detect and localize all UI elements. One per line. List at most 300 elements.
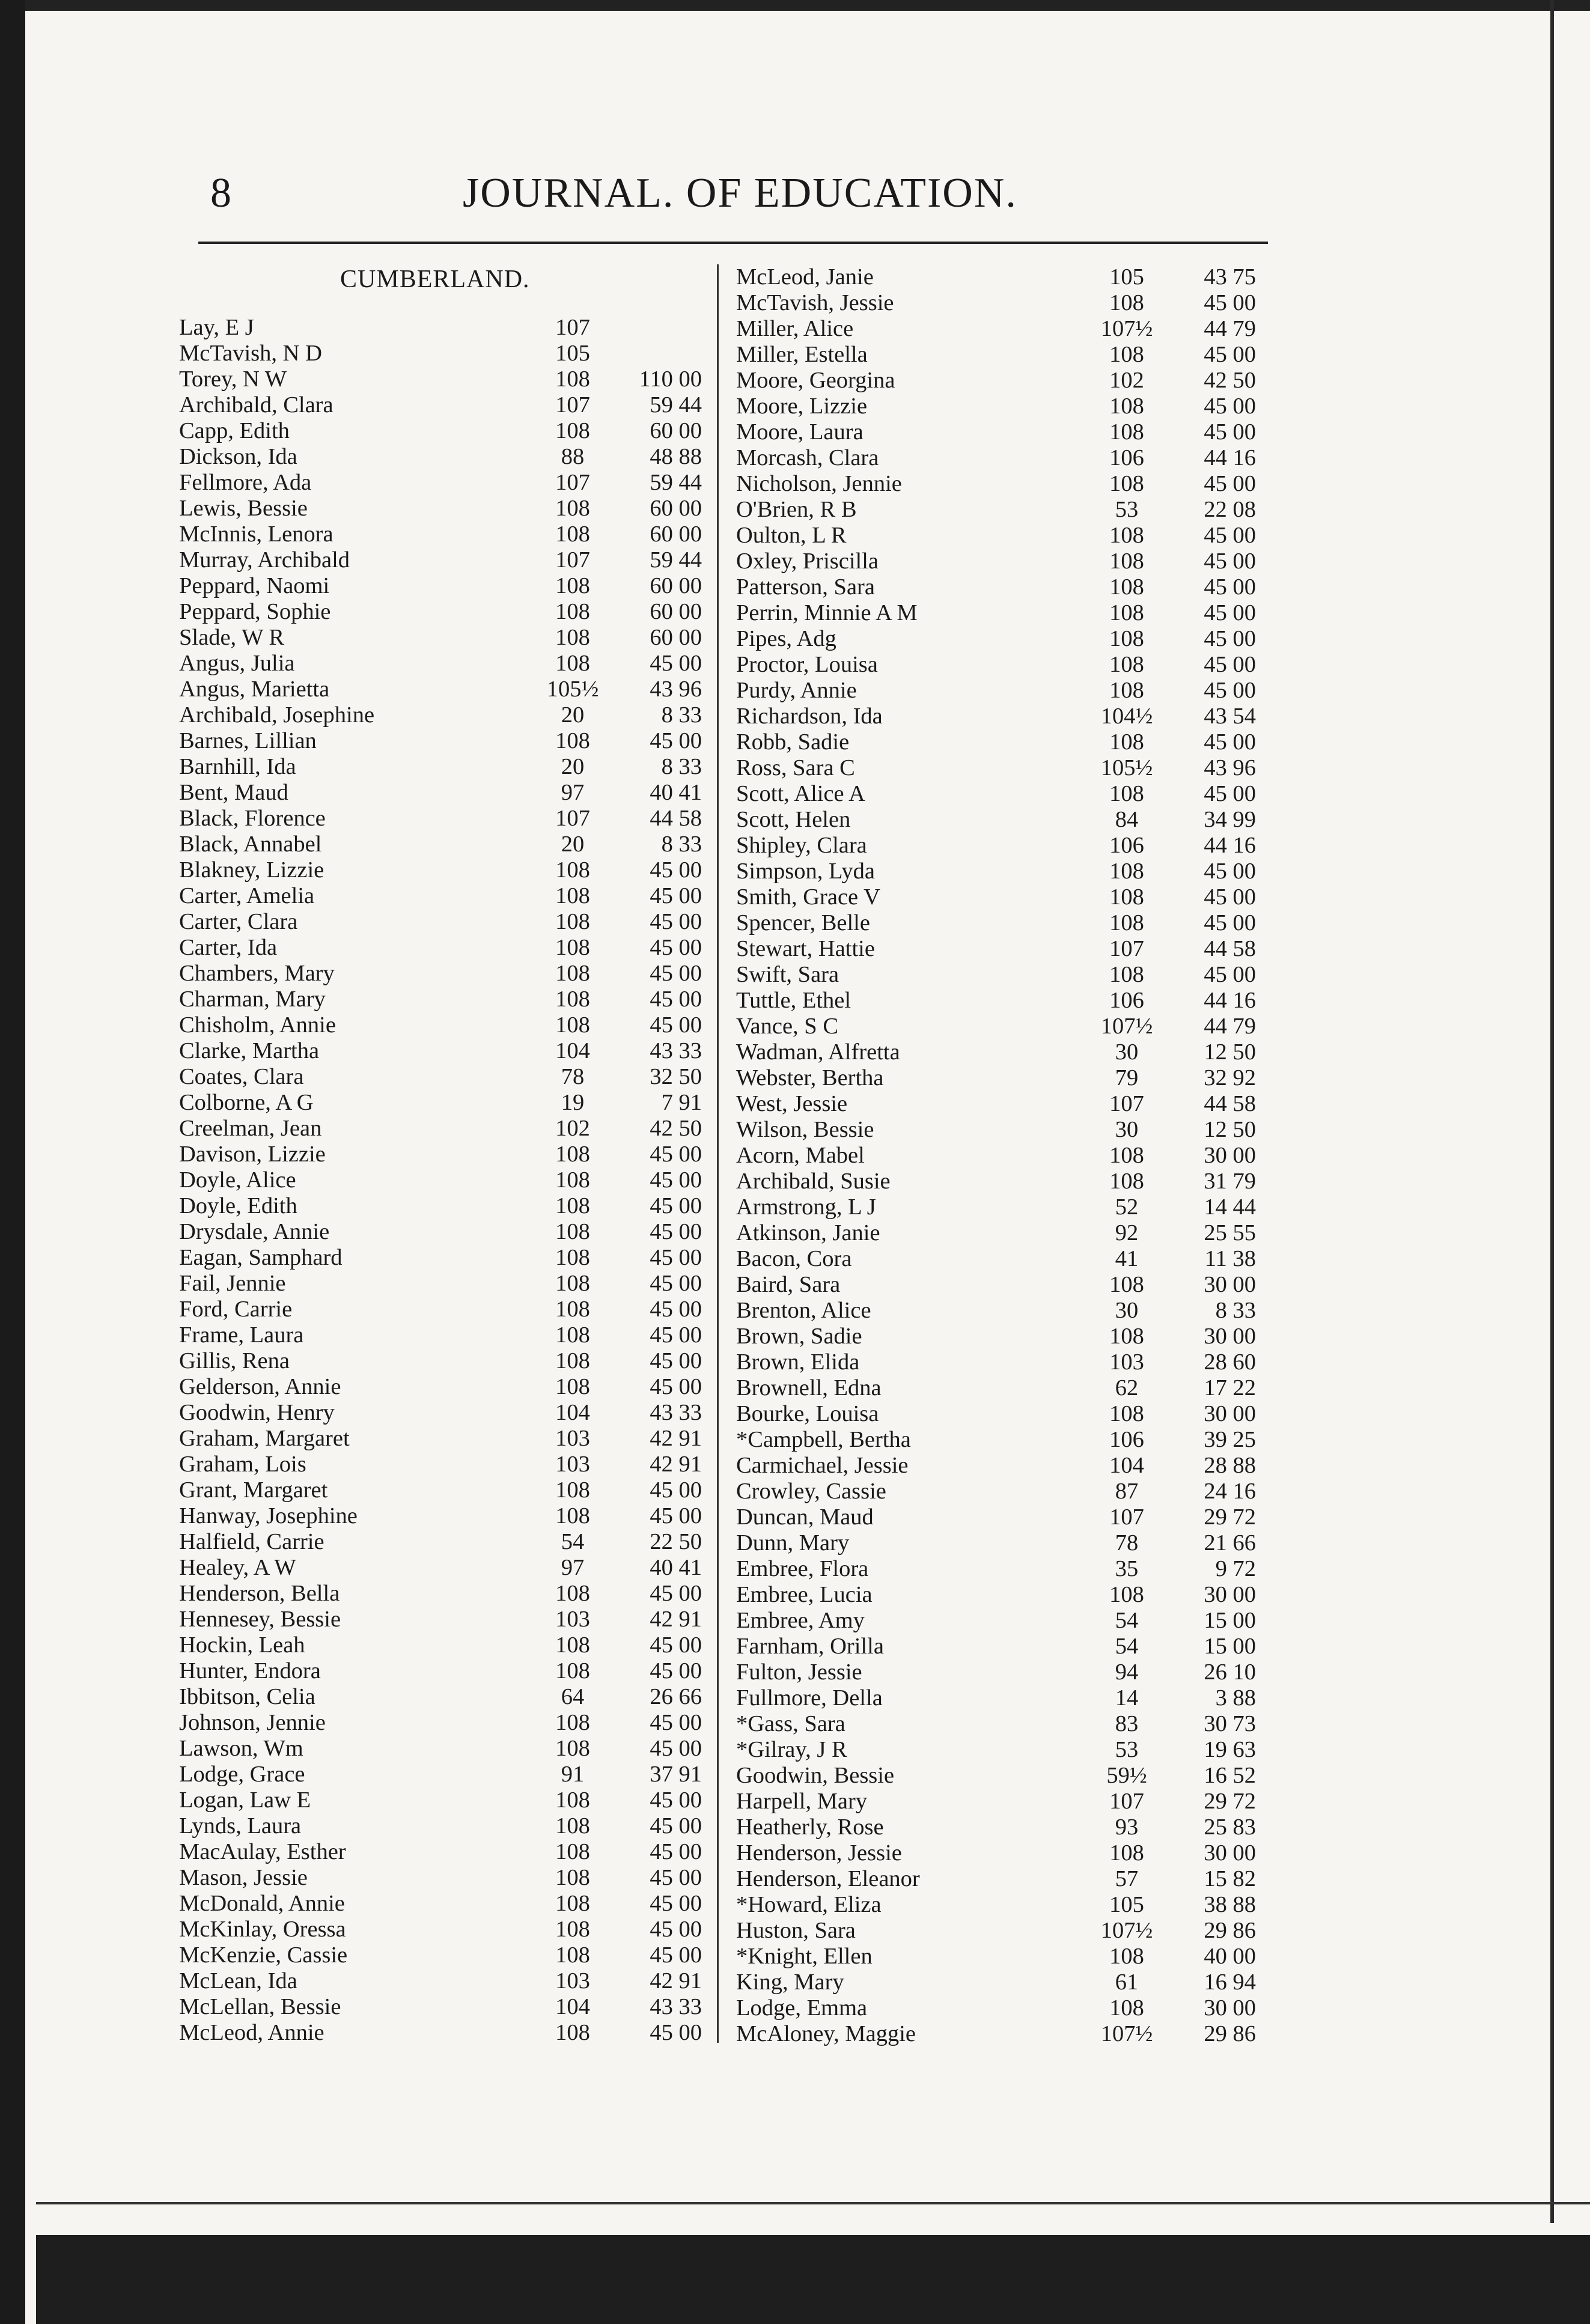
weeks-value: 14 [1115,1685,1139,1711]
weeks-value: 108 [555,522,590,547]
amount-value: 45 00 [1204,678,1256,703]
teacher-name: Black, Annabel [179,832,322,857]
weeks-value: 103 [555,1607,590,1632]
amount-value: 43 96 [1204,755,1256,780]
section-title: CUMBERLAND. [340,266,530,293]
teacher-name: Morcash, Clara [736,445,879,470]
table-row [736,368,1265,394]
table-row [736,1530,1265,1556]
weeks-value: 59½ [1106,1763,1147,1788]
table-row [736,342,1265,368]
amount-value: 17 22 [1204,1375,1256,1401]
weeks-value: 108 [555,573,590,598]
teacher-name: Patterson, Sara [736,574,875,600]
teacher-name: Chisholm, Annie [179,1012,336,1038]
table-row [736,652,1265,678]
amount-value: 40 00 [1204,1944,1256,1969]
teacher-name: Carmichael, Jessie [736,1453,909,1478]
weeks-value: 108 [555,1787,590,1813]
teacher-name: Frame, Laura [179,1322,304,1348]
weeks-value: 107½ [1100,1014,1153,1039]
weeks-value: 62 [1115,1375,1139,1401]
amount-value: 110 00 [639,367,702,392]
weeks-value: 108 [555,1193,590,1218]
amount-value: 60 00 [650,418,702,443]
weeks-value: 108 [555,1297,590,1322]
table-row [736,1479,1265,1504]
amount-value: 37 91 [650,1762,702,1787]
weeks-value: 108 [1109,1995,1144,2021]
weeks-value: 108 [555,935,590,960]
weeks-value: 108 [1109,471,1144,496]
teacher-name: O'Brien, R B [736,497,857,522]
table-row [736,1737,1265,1763]
amount-value: 8 33 [661,702,702,728]
teacher-name: Bourke, Louisa [736,1401,879,1426]
teacher-name: *Gass, Sara [736,1711,845,1736]
table-row [736,1065,1265,1091]
weeks-value: 108 [555,1012,590,1038]
amount-value: 30 00 [1204,1840,1256,1866]
weeks-value: 108 [1109,962,1144,987]
weeks-value: 104 [1109,1453,1144,1478]
teacher-name: Proctor, Louisa [736,652,878,677]
table-row [179,961,708,987]
weeks-value: 94 [1115,1659,1139,1685]
weeks-value: 107½ [1100,2021,1153,2046]
weeks-value: 108 [1109,574,1144,600]
weeks-value: 105 [1109,1892,1144,1917]
weeks-value: 103 [555,1968,590,1994]
teacher-name: Crowley, Cassie [736,1479,886,1504]
table-row [736,574,1265,600]
amount-value: 39 25 [1204,1427,1256,1452]
teacher-name: Grant, Margaret [179,1477,328,1503]
amount-value: 11 38 [1204,1246,1256,1271]
table-row [736,1634,1265,1659]
weeks-value: 30 [1115,1039,1139,1065]
teacher-name: Goodwin, Henry [179,1400,335,1425]
amount-value: 29 72 [1204,1789,1256,1814]
teacher-name: Henderson, Jessie [736,1840,902,1866]
weeks-value: 108 [555,496,590,521]
amount-value: 45 00 [650,1142,702,1167]
weeks-value: 30 [1115,1298,1139,1323]
amount-value: 45 00 [650,728,702,753]
scan-edge-bottom-line [36,2202,1590,2204]
teacher-name: Lodge, Emma [736,1995,868,2021]
teacher-name: Archibald, Clara [179,392,334,418]
weeks-value: 108 [1109,1582,1144,1607]
weeks-value: 102 [1109,368,1144,393]
weeks-value: 104½ [1100,704,1153,729]
amount-value: 42 91 [650,1426,702,1451]
table-row [179,1684,708,1710]
table-row [179,1994,708,2020]
amount-value: 44 79 [1204,1014,1256,1039]
teacher-name: Stewart, Hattie [736,936,875,961]
teacher-name: Charman, Mary [179,987,326,1012]
table-row [736,781,1265,807]
weeks-value: 107½ [1100,316,1153,341]
amount-value: 45 00 [1204,394,1256,419]
amount-value: 45 00 [1204,626,1256,651]
amount-value: 30 00 [1204,1995,1256,2021]
table-row [179,625,708,651]
table-row [179,935,708,961]
weeks-value: 105½ [1100,755,1153,780]
amount-value: 45 00 [1204,781,1256,806]
table-row [179,496,708,522]
teacher-name: Oulton, L R [736,523,847,548]
table-row [736,316,1265,342]
table-row [736,1711,1265,1737]
weeks-value: 108 [1109,678,1144,703]
weeks-value: 108 [1109,523,1144,548]
weeks-value: 35 [1115,1556,1139,1581]
teacher-name: Purdy, Annie [736,678,857,703]
teacher-name: Swift, Sara [736,962,839,987]
weeks-value: 78 [1115,1530,1139,1556]
weeks-value: 108 [555,1632,590,1658]
table-row [736,1659,1265,1685]
teacher-name: McLellan, Bessie [179,1994,341,2019]
table-row [736,962,1265,988]
amount-value: 30 00 [1204,1272,1256,1297]
table-row [179,1038,708,1064]
amount-value: 45 00 [650,1477,702,1503]
teacher-name: Doyle, Edith [179,1193,297,1218]
teacher-name: Moore, Laura [736,419,864,445]
amount-value: 14 44 [1204,1194,1256,1220]
weeks-value: 20 [561,754,585,779]
table-row [179,1942,708,1968]
amount-value: 60 00 [650,625,702,650]
column-divider [717,264,719,2043]
table-row [179,1167,708,1193]
weeks-value: 79 [1115,1065,1139,1091]
table-row [736,1298,1265,1324]
weeks-value: 57 [1115,1866,1139,1891]
amount-value: 45 00 [1204,859,1256,884]
amount-value: 45 00 [1204,962,1256,987]
amount-value: 26 66 [650,1684,702,1709]
table-row [179,315,708,341]
amount-value: 45 00 [650,909,702,934]
table-row [736,1220,1265,1246]
teacher-name: Atkinson, Janie [736,1220,880,1246]
amount-value: 45 00 [650,1012,702,1038]
amount-value: 25 55 [1204,1220,1256,1246]
table-row [736,523,1265,549]
weeks-value: 108 [555,2020,590,2045]
teacher-name: Fullmore, Della [736,1685,883,1711]
weeks-value: 78 [561,1064,585,1089]
table-row [736,1324,1265,1349]
amount-value: 59 44 [650,392,702,418]
weeks-value: 107 [555,547,590,573]
amount-value: 45 00 [650,1167,702,1193]
weeks-value: 108 [1109,652,1144,677]
weeks-value: 108 [555,1917,590,1942]
table-row [736,1143,1265,1169]
table-row [179,547,708,573]
weeks-value: 30 [1115,1117,1139,1142]
teacher-name: Ford, Carrie [179,1297,293,1322]
weeks-value: 84 [1115,807,1139,832]
teacher-name: Brownell, Edna [736,1375,882,1401]
teacher-name: West, Jessie [736,1091,848,1116]
table-row [736,1169,1265,1194]
table-row [736,1970,1265,1995]
weeks-value: 54 [1115,1608,1139,1633]
teacher-name: Black, Florence [179,806,326,831]
table-row [179,1477,708,1503]
teacher-name: McLeod, Annie [179,2020,324,2045]
weeks-value: 19 [561,1090,585,1115]
table-row [736,1349,1265,1375]
right-column [736,264,1265,2047]
teacher-name: Creelman, Jean [179,1116,322,1141]
amount-value: 45 00 [650,1942,702,1968]
table-row [736,884,1265,910]
amount-value: 28 88 [1204,1453,1256,1478]
teacher-name: Dickson, Ida [179,444,297,469]
table-row [179,470,708,496]
weeks-value: 108 [1109,394,1144,419]
teacher-name: McInnis, Lenora [179,522,334,547]
amount-value: 45 00 [1204,600,1256,625]
teacher-name: Lawson, Wm [179,1736,303,1761]
weeks-value: 108 [1109,290,1144,315]
teacher-name: Spencer, Belle [736,910,870,935]
teacher-name: Barnhill, Ida [179,754,296,779]
amount-value: 15 00 [1204,1608,1256,1633]
table-row [179,857,708,883]
table-row [736,1401,1265,1427]
amount-value: 45 00 [650,1581,702,1606]
teacher-name: Acorn, Mabel [736,1143,865,1168]
teacher-name: Moore, Lizzie [736,394,868,419]
table-row [736,549,1265,574]
teacher-name: Murray, Archibald [179,547,350,573]
amount-value: 21 66 [1204,1530,1256,1556]
amount-value: 45 00 [650,1865,702,1890]
amount-value: 32 92 [1204,1065,1256,1091]
amount-value: 45 00 [650,1374,702,1399]
amount-value: 45 00 [650,883,702,908]
amount-value: 45 00 [650,1245,702,1270]
weeks-value: 108 [555,728,590,753]
teacher-name: Doyle, Alice [179,1167,296,1193]
weeks-value: 107½ [1100,1918,1153,1943]
teacher-name: Embree, Flora [736,1556,869,1581]
teacher-name: Hockin, Leah [179,1632,305,1658]
teacher-name: McLean, Ida [179,1968,297,1994]
teacher-name: King, Mary [736,1970,844,1995]
teacher-name: Vance, S C [736,1014,839,1039]
teacher-name: Graham, Margaret [179,1426,350,1451]
amount-value: 44 58 [650,806,702,831]
teacher-name: Brown, Elida [736,1349,860,1375]
teacher-name: Barnes, Lillian [179,728,317,753]
weeks-value: 108 [1109,781,1144,806]
weeks-value: 20 [561,702,585,728]
table-row [736,290,1265,316]
weeks-value: 108 [1109,910,1144,935]
weeks-value: 108 [1109,1840,1144,1866]
table-row [736,755,1265,781]
table-row [736,1272,1265,1298]
amount-value: 45 00 [650,961,702,986]
table-row [179,1400,708,1426]
teacher-name: Archibald, Susie [736,1169,891,1194]
amount-value: 43 54 [1204,704,1256,729]
teacher-name: Carter, Amelia [179,883,315,908]
amount-value: 45 00 [650,1710,702,1735]
weeks-value: 108 [1109,1169,1144,1194]
table-row [736,626,1265,652]
teacher-name: Ross, Sara C [736,755,855,780]
weeks-value: 108 [555,1271,590,1296]
teacher-name: Duncan, Maud [736,1504,874,1530]
teacher-name: Angus, Julia [179,651,295,676]
table-row [179,1710,708,1736]
amount-value: 60 00 [650,573,702,598]
header-rule [198,242,1268,244]
amount-value: 8 33 [1215,1298,1256,1323]
weeks-value: 108 [555,1477,590,1503]
amount-value: 45 00 [650,1348,702,1373]
amount-value: 9 72 [1215,1556,1256,1581]
teacher-name: Brown, Sadie [736,1324,862,1349]
teacher-name: Henderson, Bella [179,1581,340,1606]
teacher-name: Peppard, Sophie [179,599,331,624]
table-row [179,444,708,470]
weeks-value: 107 [555,315,590,340]
amount-value: 42 50 [1204,368,1256,393]
weeks-value: 108 [1109,1324,1144,1349]
amount-value: 15 82 [1204,1866,1256,1891]
table-row [179,1245,708,1271]
left-column [179,264,708,2046]
table-row [179,1891,708,1917]
teacher-name: Archibald, Josephine [179,702,375,728]
teacher-name: Webster, Bertha [736,1065,884,1091]
table-row [179,1426,708,1452]
weeks-value: 53 [1115,497,1139,522]
weeks-value: 53 [1115,1737,1139,1762]
right-table [736,264,1265,2047]
teacher-name: Miller, Estella [736,342,868,367]
teacher-name: Tuttle, Ethel [736,988,851,1013]
teacher-name: Scott, Helen [736,807,851,832]
weeks-value: 108 [555,883,590,908]
table-row [736,497,1265,523]
table-row [179,651,708,677]
scan-edge-right [1550,0,1554,2223]
teacher-name: Hennesey, Bessie [179,1607,341,1632]
table-row [736,1582,1265,1608]
table-row [736,704,1265,729]
weeks-value: 106 [1109,445,1144,470]
table-row [736,445,1265,471]
amount-value: 45 00 [650,1193,702,1218]
table-row [179,806,708,832]
weeks-value: 106 [1109,833,1144,858]
teacher-name: Halfield, Carrie [179,1529,324,1554]
table-row [736,833,1265,859]
teacher-name: Lay, E J [179,315,254,340]
table-row [736,1014,1265,1039]
teacher-name: Bacon, Cora [736,1246,852,1271]
teacher-name: McKenzie, Cassie [179,1942,348,1968]
amount-value: 42 50 [650,1116,702,1141]
table-row [179,418,708,444]
weeks-value: 103 [555,1452,590,1477]
teacher-name: Blakney, Lizzie [179,857,324,883]
weeks-value: 108 [555,1503,590,1529]
weeks-value: 108 [1109,1272,1144,1297]
table-row [736,419,1265,445]
scan-edge-left [0,0,25,2324]
teacher-name: Goodwin, Bessie [736,1763,895,1788]
amount-value: 15 00 [1204,1634,1256,1659]
amount-value: 29 72 [1204,1504,1256,1530]
amount-value: 45 00 [650,1787,702,1813]
amount-value: 45 00 [1204,342,1256,367]
teacher-name: Peppard, Naomi [179,573,330,598]
amount-value: 30 00 [1204,1401,1256,1426]
teacher-name: Healey, A W [179,1555,296,1580]
weeks-value: 108 [1109,729,1144,755]
amount-value: 29 86 [1204,1918,1256,1943]
weeks-value: 97 [561,780,585,805]
table-row [179,1090,708,1116]
table-row [179,702,708,728]
teacher-name: Gillis, Rena [179,1348,290,1373]
amount-value: 48 88 [650,444,702,469]
table-row [179,1012,708,1038]
table-row [179,1503,708,1529]
left-table [179,315,708,2046]
amount-value: 45 00 [650,935,702,960]
table-row [179,1736,708,1762]
teacher-name: Lodge, Grace [179,1762,305,1787]
amount-value: 45 00 [650,1917,702,1942]
table-row [179,1968,708,1994]
teacher-name: McKinlay, Oressa [179,1917,346,1942]
weeks-value: 107 [555,470,590,495]
amount-value: 60 00 [650,496,702,521]
table-row [179,1322,708,1348]
table-row [736,1763,1265,1789]
amount-value: 45 00 [1204,523,1256,548]
weeks-value: 108 [555,1142,590,1167]
teacher-name: Harpell, Mary [736,1789,868,1814]
teacher-name: McLeod, Janie [736,264,874,290]
weeks-value: 88 [561,444,585,469]
teacher-name: Brenton, Alice [736,1298,871,1323]
amount-value: 34 99 [1204,807,1256,832]
table-row [736,1918,1265,1944]
amount-value: 42 91 [650,1452,702,1477]
amount-value: 16 94 [1204,1970,1256,1995]
table-row [179,1142,708,1167]
weeks-value: 108 [1109,626,1144,651]
weeks-value: 108 [555,367,590,392]
table-row [736,1995,1265,2021]
